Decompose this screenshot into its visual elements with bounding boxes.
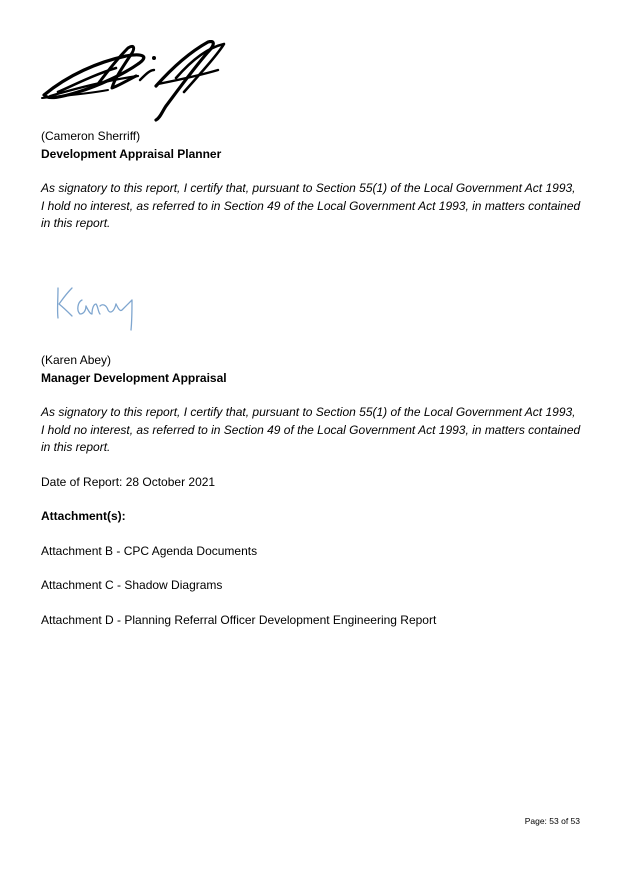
report-date: Date of Report: 28 October 2021: [41, 475, 216, 489]
signatory1-name: (Cameron Sherriff): [41, 129, 141, 143]
signature-karen-abey: [52, 280, 142, 336]
attachment-item: Attachment C - Shadow Diagrams: [41, 578, 223, 592]
signatory2-name: (Karen Abey): [41, 353, 112, 367]
attachments-heading: Attachment(s):: [41, 509, 126, 523]
signatory2-title: Manager Development Appraisal: [41, 371, 227, 385]
signatory1-title: Development Appraisal Planner: [41, 147, 222, 161]
signatory2-certification: As signatory to this report, I certify that, pursuant to Section 55(1) of the Local Government Act 1993, I hold no interest, as referred to in Section 49 of the Local Government Act 1993, in matters contained in this report.: [41, 405, 581, 454]
signature-cameron-sherriff: [38, 40, 228, 122]
signatory1-certification: As signatory to this report, I certify that, pursuant to Section 55(1) of the Local Government Act 1993, I hold no interest, as referred to in Section 49 of the Local Government Act 1993, in matters contained in this report.: [41, 181, 581, 230]
page-number: Page: 53 of 53: [524, 816, 580, 826]
attachment-item: Attachment D - Planning Referral Officer Development Engineering Report: [41, 613, 437, 627]
attachment-item: Attachment B - CPC Agenda Documents: [41, 544, 258, 558]
